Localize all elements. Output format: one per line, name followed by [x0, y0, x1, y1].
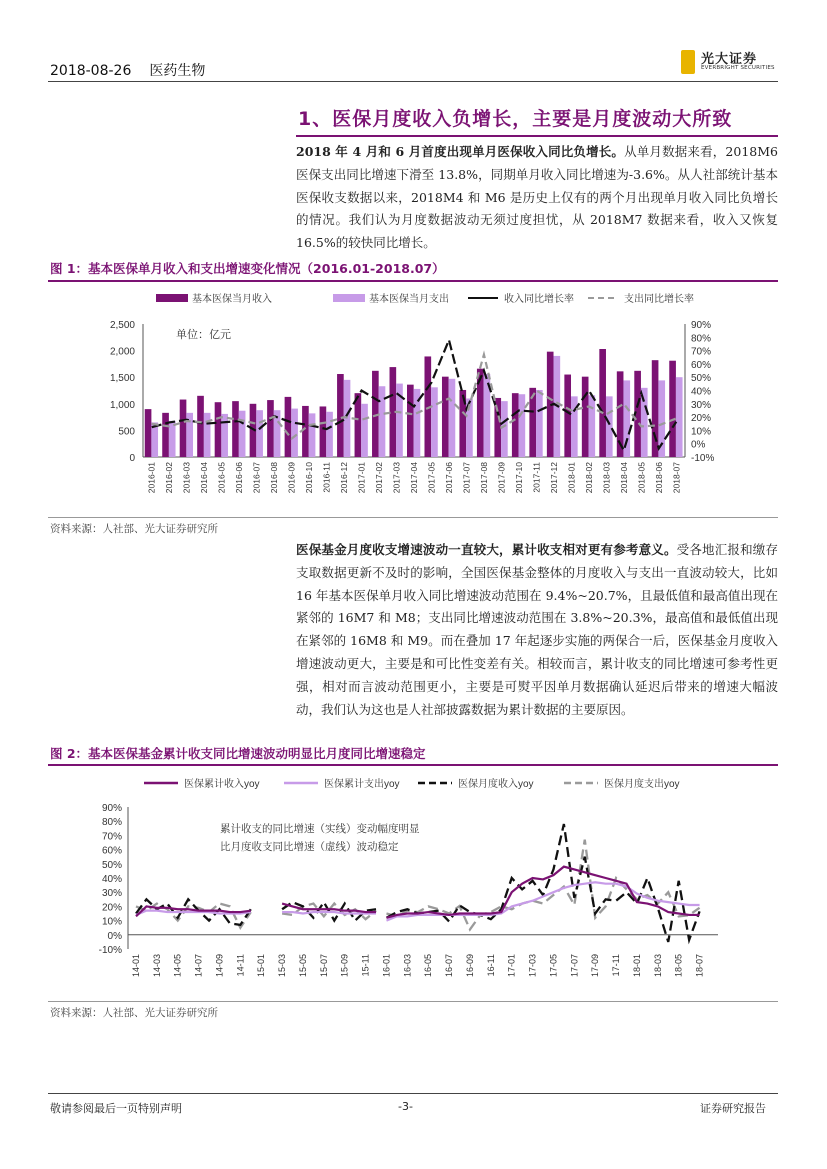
figure-1-bottom-rule: [48, 517, 778, 518]
x-tick-label: 2017-06: [443, 462, 454, 494]
x-tick-label: 2017-05: [426, 462, 437, 494]
x-tick-label: 2016-02: [164, 462, 175, 494]
x-tick-label: 16-11: [485, 954, 496, 977]
x-tick-label: 2018-03: [601, 462, 612, 494]
logo-mark-icon: [681, 50, 695, 74]
paragraph-2: [296, 539, 778, 721]
x-tick-label: 2017-03: [391, 462, 402, 494]
bar-expense: [326, 412, 333, 457]
x-tick-label: 2018-02: [583, 462, 594, 494]
bar-expense: [676, 377, 683, 457]
bar-income: [582, 377, 589, 457]
line-cum-expense: [386, 882, 699, 920]
y-right-tick-label: 10%: [691, 426, 712, 438]
y-right-tick-label: 50%: [691, 373, 712, 385]
y-left-tick-label: 2,500: [109, 320, 135, 331]
bar-income: [215, 402, 222, 457]
page-header: [50, 60, 223, 80]
figure-2-title: 图 2：基本医保基金累计收支同比增速波动明显比月度同比增速稳定: [50, 746, 426, 761]
figure-2-source: 资料来源：人社部、光大证券研究所: [50, 1007, 218, 1019]
bar-income: [162, 413, 169, 457]
x-tick-label: 2016-12: [339, 462, 350, 494]
x-tick-label: 15-03: [277, 954, 288, 978]
legend-label: 基本医保当月支出: [369, 294, 449, 305]
x-tick-label: 2016-04: [199, 462, 210, 494]
bar-expense: [204, 413, 211, 457]
legend-label: 医保月度支出yoy: [604, 779, 680, 790]
bar-expense: [501, 401, 508, 457]
x-tick-label: 14-01: [131, 954, 141, 978]
y-right-tick-label: 80%: [691, 333, 712, 345]
chart-annotation: 比月度收支同比增速（虚线）波动稳定: [220, 841, 399, 853]
x-tick-label: 16-01: [381, 954, 392, 978]
section-title-rule: [296, 135, 778, 137]
y-left-tick-label: 500: [118, 426, 135, 438]
bar-income: [302, 406, 309, 457]
bar-expense: [361, 404, 368, 457]
x-tick-label: 2017-07: [461, 462, 472, 494]
x-tick-label: 2016-07: [251, 462, 262, 494]
x-tick-label: 18-05: [673, 954, 684, 978]
legend-label: 医保累计支出yoy: [324, 779, 400, 790]
paragraph-1-body: 从单月数据来看，2018M6 医保支出同比增速下滑至 13.8%，同期单月收入同比增速为-3.6%。从人社部统计基本医保收支数据以来，2018M4 和 M6 是历史上仅有的两个月出现单月收入同比负增长的情况。我们认为月度数据波动无须过度担忧，从 2018M7 数据来看，收入又恢复 16.5%的较快同比增长。: [296, 144, 778, 251]
x-tick-label: 15-05: [297, 954, 308, 978]
report-sector: 医药生物: [149, 63, 206, 79]
x-tick-label: 2017-04: [409, 462, 419, 494]
bar-expense: [309, 413, 316, 457]
y-left-tick-label: 2,000: [109, 346, 135, 358]
y-tick-label: 90%: [101, 803, 122, 814]
company-logo: [681, 48, 781, 78]
figure-2-rule: [48, 764, 778, 766]
bar-income: [267, 400, 274, 457]
x-tick-label: 2016-09: [286, 462, 297, 494]
paragraph-2-lead: 医保基金月度收支增速波动一直较大，累计收支相对更有参考意义。: [296, 542, 677, 557]
x-tick-label: 14-03: [151, 954, 162, 978]
x-tick-label: 17-05: [548, 954, 559, 978]
section-title: 1、医保月度收入负增长，主要是月度波动大所致: [298, 108, 733, 130]
x-tick-label: 2016-06: [234, 462, 245, 494]
legend-label: 支出同比增长率: [624, 294, 694, 305]
x-tick-label: 14-09: [214, 954, 225, 978]
figure-1-chart: [48, 284, 778, 516]
y-right-tick-label: 20%: [691, 413, 712, 425]
x-tick-label: 16-03: [402, 954, 413, 978]
x-tick-label: 16-09: [464, 954, 475, 978]
bar-expense: [536, 390, 543, 457]
bar-expense: [169, 421, 176, 457]
y-tick-label: 0%: [107, 930, 122, 942]
bar-income: [599, 349, 606, 457]
bar-income: [145, 409, 152, 457]
figure-1-title: 图 1：基本医保单月收入和支出增速变化情况（2016.01-2018.07）: [50, 261, 445, 276]
bar-income: [197, 396, 204, 457]
x-tick-label: 2016-01: [146, 462, 157, 494]
chart-annotation: 累计收支的同比增速（实线）变动幅度明显: [220, 823, 420, 835]
x-tick-label: 2018-06: [653, 462, 664, 494]
bar-expense: [606, 396, 613, 457]
x-tick-label: 18-07: [694, 954, 705, 978]
bar-expense: [431, 387, 438, 457]
x-tick-label: 16-07: [444, 954, 455, 978]
x-tick-label: 16-05: [423, 954, 434, 978]
x-tick-label: 2016-05: [216, 462, 227, 494]
legend-label: 医保累计收入yoy: [184, 779, 260, 790]
x-tick-label: 14-05: [172, 954, 183, 978]
legend-label: 基本医保当月收入: [192, 294, 272, 305]
x-tick-label: 17-09: [590, 954, 601, 978]
bar-income: [180, 400, 187, 457]
line-m-income: [386, 824, 699, 942]
x-tick-label: 2018-04: [618, 462, 629, 494]
bar-expense: [588, 395, 595, 457]
x-tick-label: 2018-05: [636, 462, 647, 494]
bar-income: [669, 361, 676, 457]
x-tick-label: 14-11: [235, 954, 246, 977]
y-right-tick-label: 60%: [691, 359, 712, 371]
legend-swatch: [333, 294, 365, 302]
figure-1-source: 资料来源：人社部、光大证券研究所: [50, 523, 218, 535]
y-right-tick-label: 30%: [691, 399, 712, 411]
report-date: 2018-08-26: [50, 63, 132, 79]
x-tick-label: 2017-12: [548, 462, 559, 494]
y-left-tick-label: 1,000: [109, 399, 135, 411]
x-tick-label: 17-07: [569, 954, 580, 978]
bar-income: [355, 393, 362, 457]
x-tick-label: 15-01: [256, 954, 267, 978]
x-tick-label: 2017-10: [513, 462, 524, 494]
footer-disclaimer: 敬请参阅最后一页特别声明: [50, 1102, 182, 1115]
bar-income: [285, 397, 292, 457]
y-tick-label: 40%: [101, 874, 122, 885]
bar-expense: [221, 414, 228, 457]
bar-income: [652, 360, 659, 457]
x-tick-label: 2017-11: [531, 462, 542, 493]
bar-income: [337, 374, 344, 457]
y-right-tick-label: 0%: [691, 439, 706, 451]
bar-expense: [256, 410, 263, 457]
x-tick-label: 2018-07: [671, 462, 682, 494]
figure-1-rule: [48, 280, 778, 282]
y-tick-label: 60%: [101, 845, 122, 857]
x-tick-label: 2016-03: [181, 462, 192, 494]
paragraph-1-lead: 2018 年 4 月和 6 月首度出现单月医保收入同比负增长。: [296, 144, 625, 159]
x-tick-label: 2016-08: [269, 462, 280, 494]
x-tick-label: 2017-02: [374, 462, 385, 494]
x-tick-label: 18-03: [652, 954, 663, 978]
bar-expense: [291, 409, 298, 457]
y-tick-label: 50%: [101, 859, 122, 871]
bar-income: [232, 401, 239, 457]
paragraph-2-body: 受各地汇报和缴存支取数据更新不及时的影响，全国医保基金整体的月度收入与支出一直波动较大，比如 16 年基本医保单月收入同比增速波动范围在 9.4%~20.7%，且最低值和最高值出现在紧邻的 16M7 和 M8；支出同比增速波动范围在 3.8%~20.3%，最高值和最低值出现在紧邻的 16M8 和 M9。而在叠加 17 年起逐步实施的两保合一后，医保基金月度收入增速波动更大，主要是和可比性变差有关。相较而言，累计收支的同比增速可参考性更强，相对而言波动范围更小，主要是可熨平因单月数据确认延迟后带来的增速大幅波动，我们认为这也是人社部披露数据为累计数据的主要原因。: [296, 542, 778, 717]
x-tick-label: 15-09: [339, 954, 350, 978]
x-tick-label: 17-11: [611, 954, 622, 977]
y-tick-label: -10%: [98, 945, 122, 956]
x-tick-label: 15-07: [318, 954, 329, 978]
x-tick-label: 18-01: [631, 954, 642, 978]
bar-income: [442, 377, 449, 457]
y-tick-label: 80%: [101, 817, 122, 829]
x-tick-label: 17-03: [527, 954, 538, 978]
x-tick-label: 2016-11: [321, 462, 332, 493]
footer-report-type: 证券研究报告: [700, 1102, 766, 1115]
footer-divider: [48, 1093, 778, 1094]
bar-income: [320, 406, 327, 457]
bar-expense: [449, 379, 456, 457]
y-tick-label: 70%: [101, 831, 122, 843]
x-tick-label: 17-01: [506, 954, 517, 978]
paragraph-1: [296, 141, 778, 255]
legend-swatch: [156, 294, 188, 302]
y-right-tick-label: -10%: [691, 453, 715, 464]
y-right-tick-label: 40%: [691, 386, 712, 398]
bar-expense: [519, 394, 526, 457]
y-tick-label: 10%: [101, 916, 122, 928]
x-tick-label: 2017-09: [496, 462, 507, 494]
x-tick-label: 14-07: [193, 954, 204, 978]
x-tick-label: 15-11: [360, 954, 371, 977]
x-tick-label: 2018-01: [566, 462, 577, 494]
y-right-tick-label: 70%: [691, 346, 712, 358]
logo-en: EVERBRIGHT SECURITIES: [701, 65, 775, 71]
legend-label: 收入同比增长率: [504, 294, 574, 305]
legend-label: 医保月度收入yoy: [458, 779, 534, 790]
x-tick-label: 2017-01: [356, 462, 367, 494]
bar-income: [564, 375, 571, 457]
unit-note: 单位：亿元: [176, 329, 231, 341]
page-number: -3-: [398, 1100, 413, 1113]
x-tick-label: 2017-08: [478, 462, 489, 494]
header-divider: [48, 81, 778, 82]
figure-2-bottom-rule: [48, 1001, 778, 1002]
line-cum-income: [386, 867, 699, 918]
bar-expense: [239, 411, 246, 457]
logo-cn: 光大证券: [701, 52, 758, 67]
y-left-tick-label: 0: [129, 453, 135, 464]
bar-expense: [379, 386, 386, 457]
x-tick-label: 2016-10: [304, 462, 315, 494]
figure-2-chart: [48, 768, 778, 1000]
bar-income: [512, 393, 519, 457]
y-left-tick-label: 1,500: [109, 373, 135, 385]
y-tick-label: 20%: [101, 902, 122, 914]
y-right-tick-label: 90%: [691, 320, 712, 331]
y-tick-label: 30%: [101, 888, 122, 900]
bar-income: [407, 385, 414, 457]
